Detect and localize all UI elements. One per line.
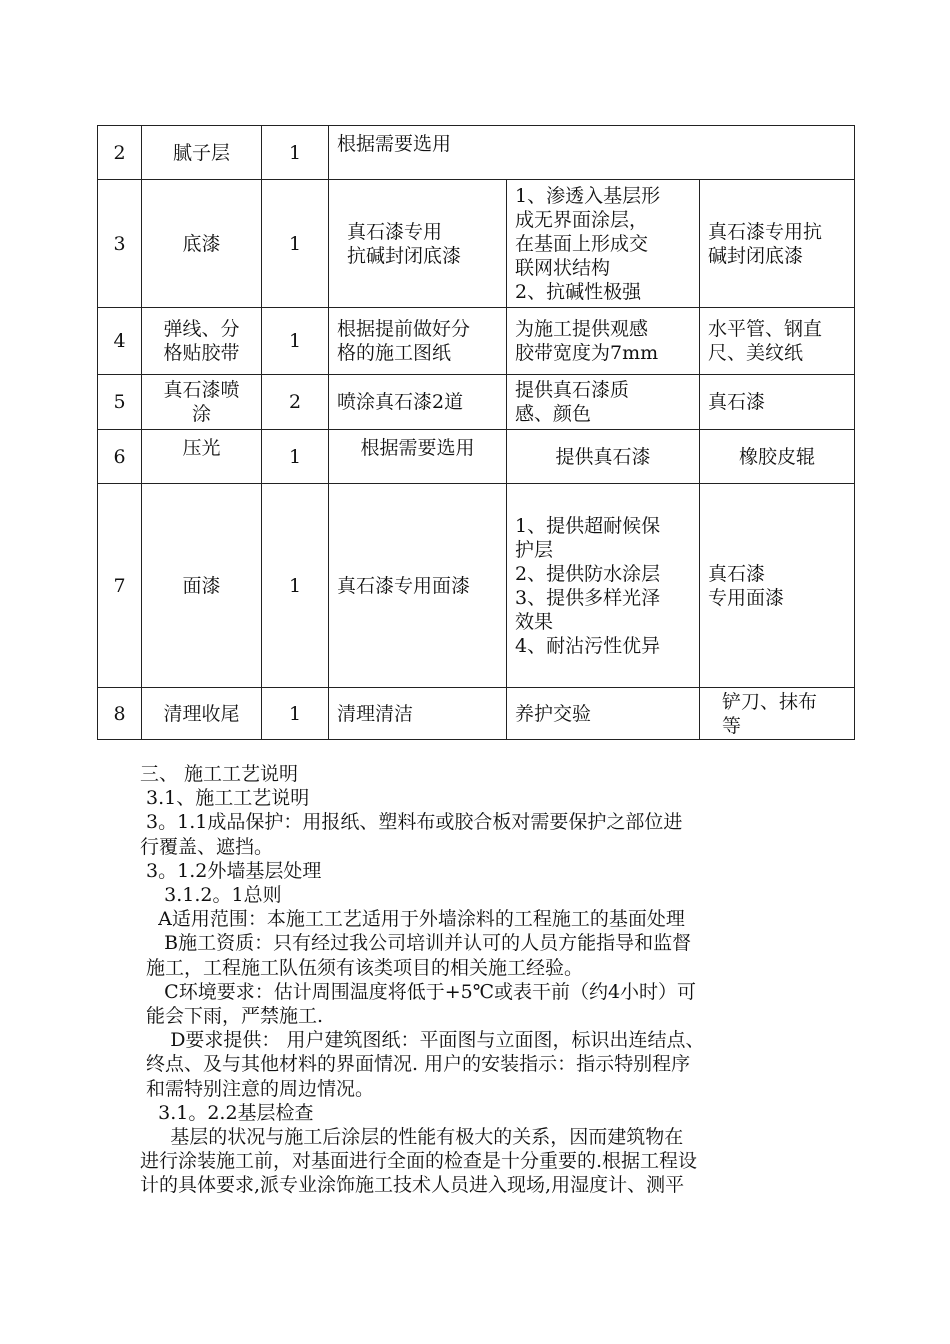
step-function: 1、渗透入基层形 成无界面涂层， 在基面上形成交 联网状结构 2、抗碱性极强 xyxy=(507,180,700,308)
body-text xyxy=(140,762,840,1198)
step-description: 清理清洁 xyxy=(329,688,507,740)
step-count: 1 xyxy=(262,308,329,375)
table-row xyxy=(98,308,855,375)
paragraph-line: 终点、及与其他材料的界面情况. 用户的安装指示：指示特别程序 xyxy=(140,1053,691,1076)
step-material: 真石漆专用抗 碱封闭底漆 xyxy=(700,180,855,308)
paragraph-line: 进行涂装施工前，对基面进行全面的检查是十分重要的.根据工程设 xyxy=(140,1150,698,1173)
step-count: 1 xyxy=(262,688,329,740)
step-description: 喷涂真石漆2道 xyxy=(329,375,507,430)
subsection-heading: 3.1、施工工艺说明 xyxy=(140,787,310,810)
paragraph-line: C环境要求：估计周围温度将低于+5℃或表干前（约4小时）可 xyxy=(140,980,697,1003)
step-material: 橡胶皮辊 xyxy=(700,430,855,484)
table-row xyxy=(98,484,855,688)
step-material: 铲刀、抹布 等 xyxy=(700,688,855,740)
step-count: 1 xyxy=(262,484,329,688)
paragraph-line: 基层的状况与施工后涂层的性能有极大的关系，因而建筑物在 xyxy=(140,1126,684,1149)
section-heading: 三、 施工工艺说明 xyxy=(140,763,299,785)
paragraph-line: 3。1.1成品保护：用报纸、塑料布或胶合板对需要保护之部位进 xyxy=(140,811,683,834)
step-count: 2 xyxy=(262,375,329,430)
step-description: 真石漆专用 抗碱封闭底漆 xyxy=(329,180,507,308)
paragraph-line: 计的具体要求,派专业涂饰施工技术人员进入现场,用湿度计、测平 xyxy=(140,1174,685,1197)
table-row xyxy=(98,375,855,430)
paragraph-line: D要求提供： 用户建筑图纸：平面图与立面图，标识出连结点、 xyxy=(140,1029,705,1052)
process-table xyxy=(97,125,855,740)
table-row xyxy=(98,430,855,484)
step-name: 腻子层 xyxy=(142,126,262,180)
table-row xyxy=(98,688,855,740)
step-number: 8 xyxy=(98,688,142,740)
subsection-heading: 3.1.2。1总则 xyxy=(140,884,282,907)
step-function: 养护交验 xyxy=(507,688,700,740)
step-function: 1、提供超耐候保 护层 2、提供防水涂层 3、提供多样光泽 效果 4、耐沾污性优异 xyxy=(507,484,700,688)
step-count: 1 xyxy=(262,180,329,308)
paragraph-line: 行覆盖、遮挡。 xyxy=(140,835,274,858)
paragraph-line: 施工，工程施工队伍须有该类项目的相关施工经验。 xyxy=(140,956,584,979)
step-material: 真石漆 xyxy=(700,375,855,430)
step-function: 提供真石漆 xyxy=(507,430,700,484)
paragraph-line: B施工资质：只有经过我公司培训并认可的人员方能指导和监督 xyxy=(140,932,692,955)
step-name: 清理收尾 xyxy=(142,688,262,740)
paragraph-line: A适用范围：本施工工艺适用于外墙涂料的工程施工的基面处理 xyxy=(140,908,685,931)
step-count: 1 xyxy=(262,126,329,180)
step-number: 6 xyxy=(98,430,142,484)
table-row xyxy=(98,180,855,308)
step-description: 根据需要选用 xyxy=(329,430,507,484)
step-name: 底漆 xyxy=(142,180,262,308)
step-description: 根据需要选用 xyxy=(329,126,855,180)
subsection-heading: 3。1.2外墙基层处理 xyxy=(140,859,322,882)
step-function: 提供真石漆质 感、颜色 xyxy=(507,375,700,430)
step-material: 真石漆 专用面漆 xyxy=(700,484,855,688)
step-number: 2 xyxy=(98,126,142,180)
step-name: 真石漆喷 涂 xyxy=(142,375,262,430)
table-row xyxy=(98,126,855,180)
step-description: 真石漆专用面漆 xyxy=(329,484,507,688)
paragraph-line: 和需特别注意的周边情况。 xyxy=(140,1077,375,1100)
step-count: 1 xyxy=(262,430,329,484)
step-description: 根据提前做好分 格的施工图纸 xyxy=(329,308,507,375)
step-number: 5 xyxy=(98,375,142,430)
step-number: 7 xyxy=(98,484,142,688)
step-name: 弹线、分 格贴胶带 xyxy=(142,308,262,375)
step-name: 压光 xyxy=(142,430,262,484)
step-material: 水平管、钢直 尺、美纹纸 xyxy=(700,308,855,375)
subsection-heading: 3.1。2.2基层检查 xyxy=(140,1101,314,1124)
step-number: 3 xyxy=(98,180,142,308)
step-number: 4 xyxy=(98,308,142,375)
step-function: 为施工提供观感 胶带宽度为7mm xyxy=(507,308,700,375)
paragraph-line: 能会下雨，严禁施工. xyxy=(140,1005,324,1028)
step-name: 面漆 xyxy=(142,484,262,688)
